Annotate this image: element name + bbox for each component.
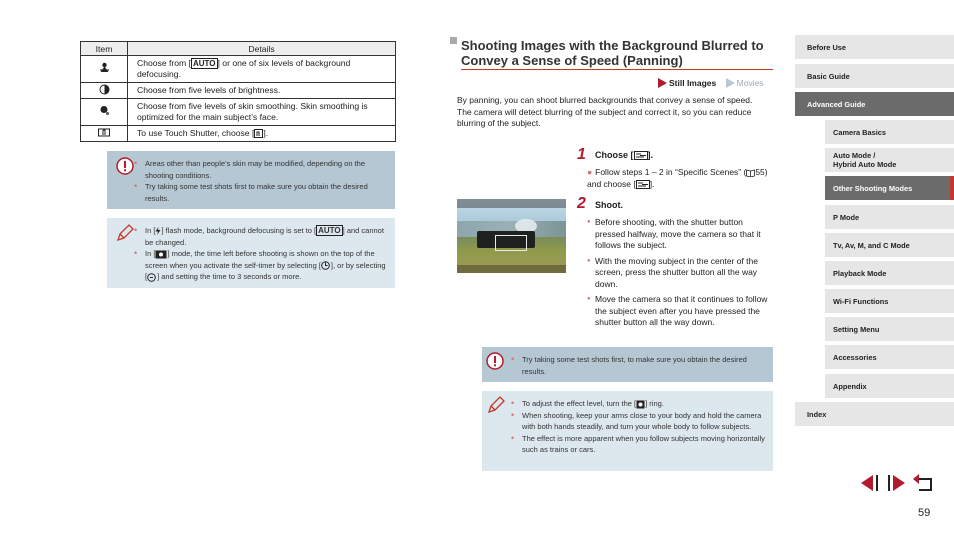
nav-item-setting-menu[interactable]: Setting Menu xyxy=(825,317,954,341)
step-number: 2 xyxy=(577,195,586,212)
triangle-icon xyxy=(726,78,735,88)
table-row xyxy=(81,126,396,142)
caution-note xyxy=(107,151,395,209)
nav-item-tv-av-m-and-c-mode[interactable]: Tv, Av, M, and C Mode xyxy=(825,233,954,257)
table-header: Item xyxy=(81,42,128,56)
touch-shutter-icon xyxy=(98,127,110,137)
table-cell-text: ]. xyxy=(263,128,269,138)
panning-icon xyxy=(636,180,650,189)
step-title: Choose [ ]. xyxy=(595,150,654,160)
nav-item-other-shooting-modes[interactable]: Other Shooting Modes xyxy=(825,176,954,200)
brightness-icon xyxy=(99,84,110,95)
control-ring-icon xyxy=(636,400,645,409)
page-reference[interactable]: 55 xyxy=(755,167,765,177)
list-item: • Areas other than people’s skin may be modified, depending on the shooting conditions. xyxy=(134,158,386,181)
nav-item-advanced-guide[interactable]: Advanced Guide xyxy=(795,92,954,116)
nav-item-wi-fi-functions[interactable]: Wi-Fi Functions xyxy=(825,289,954,313)
panning-icon xyxy=(634,151,648,160)
list-item: ● Move the camera so that it continues to follow the subject even after you have pressed the shutter button all the way down. xyxy=(587,294,772,329)
self-portrait-mode-icon xyxy=(155,250,167,259)
table-row xyxy=(81,99,396,126)
list-item: • When shooting, keep your arms close to your body and hold the camera with both hands steadily, and turn your whole body to follow subjects. xyxy=(511,410,766,433)
nav-item-p-mode[interactable]: P Mode xyxy=(825,205,954,229)
next-page-icon[interactable] xyxy=(885,473,907,493)
screen-status-bar xyxy=(457,199,566,208)
still-images-indicator: Still Images xyxy=(658,78,716,88)
section-title: Shooting Images with the Background Blurred to Convey a Sense of Speed (Panning) xyxy=(461,38,764,68)
list-item: • In [ ] mode, the time left before shooting is shown on the top of the screen when you activate the self-timer by selecting [ ], or by selecting [ ] and setting the time to 3 seconds or more. xyxy=(134,248,386,283)
nav-item-playback-mode[interactable]: Playback Mode xyxy=(825,261,954,285)
table-cell-text: To use Touch Shutter, choose [ xyxy=(137,128,255,138)
focus-frame xyxy=(495,235,527,251)
nav-item-accessories[interactable]: Accessories xyxy=(825,345,954,369)
table-header-row xyxy=(81,42,396,56)
auto-badge: AUTO xyxy=(318,226,341,235)
nav-item-before-use[interactable]: Before Use xyxy=(795,35,954,59)
mode-indicators xyxy=(658,78,771,90)
skin-smoothing-icon xyxy=(99,105,110,116)
auto-badge: AUTO xyxy=(192,59,216,68)
table-cell-text: Choose from [ xyxy=(137,58,191,68)
nav-item-auto-mode-hybrid-auto-mode[interactable]: Auto Mode / Hybrid Auto Mode xyxy=(825,148,954,172)
caution-icon xyxy=(486,352,504,370)
step-title: Shoot. xyxy=(595,200,623,210)
self-timer-icon xyxy=(321,261,331,270)
step-instruction: ● Follow steps 1 – 2 in “Specific Scenes” ( 55) and choose [ ]. xyxy=(587,167,768,189)
book-icon xyxy=(746,169,755,177)
list-item: • Try taking some test shots first to make sure you obtain the desired results. xyxy=(134,181,386,204)
nav-item-camera-basics[interactable]: Camera Basics xyxy=(825,120,954,144)
section-marker xyxy=(450,37,457,44)
step-number: 1 xyxy=(577,146,586,163)
custom-timer-icon xyxy=(147,273,157,282)
previous-page-icon[interactable] xyxy=(859,473,881,493)
list-item: • The effect is more apparent when you follow subjects moving horizontally such as trains or cars. xyxy=(511,433,766,456)
nav-item-basic-guide[interactable]: Basic Guide xyxy=(795,64,954,88)
table-cell-text: Choose from five levels of brightness. xyxy=(128,83,396,99)
table-cell-text: ] or one of six levels of background defocusing. xyxy=(137,58,351,79)
triangle-icon xyxy=(658,78,667,88)
nav-item-appendix[interactable]: Appendix xyxy=(825,374,954,398)
settings-table xyxy=(80,41,396,142)
table-row xyxy=(81,83,396,99)
movies-indicator: Movies xyxy=(726,78,764,88)
camera-screen-image xyxy=(457,199,566,273)
section-divider xyxy=(461,69,773,70)
intro-text: By panning, you can shoot blurred backgrounds that convey a sense of speed. The camera will detect blurring of the subject and correct it, so you can reduce blurring of the subject. xyxy=(457,95,753,128)
return-icon[interactable] xyxy=(911,473,935,493)
table-header: Details xyxy=(128,42,396,56)
list-item: ● With the moving subject in the center of the screen, press the shutter button all the way down. xyxy=(587,256,772,291)
pencil-icon xyxy=(486,395,506,415)
pencil-icon xyxy=(115,223,135,243)
tip-note xyxy=(107,218,395,288)
caution-icon xyxy=(116,157,134,175)
screen-bottom-bar xyxy=(457,265,566,273)
table-row xyxy=(81,56,396,83)
nav-item-index[interactable]: Index xyxy=(795,402,954,426)
list-item: • In [ ] flash mode, background defocusing is set to [ AUTO ] and cannot be changed. xyxy=(134,225,386,248)
list-item: • Try taking some test shots first, to make sure you obtain the desired results. xyxy=(511,354,766,377)
background-defocus-icon xyxy=(99,62,110,73)
caution-note xyxy=(482,347,773,382)
list-item: ● Before shooting, with the shutter button pressed halfway, move the camera so that it follows the subject. xyxy=(587,217,772,252)
tip-note xyxy=(482,391,773,471)
step-bullets xyxy=(587,217,772,333)
table-cell-text: Choose from five levels of skin smoothing. Skin smoothing is optimized for the main subject’s face. xyxy=(128,99,396,126)
page-number: 59 xyxy=(918,507,931,519)
list-item: • To adjust the effect level, turn the [ ] ring. xyxy=(511,398,766,410)
